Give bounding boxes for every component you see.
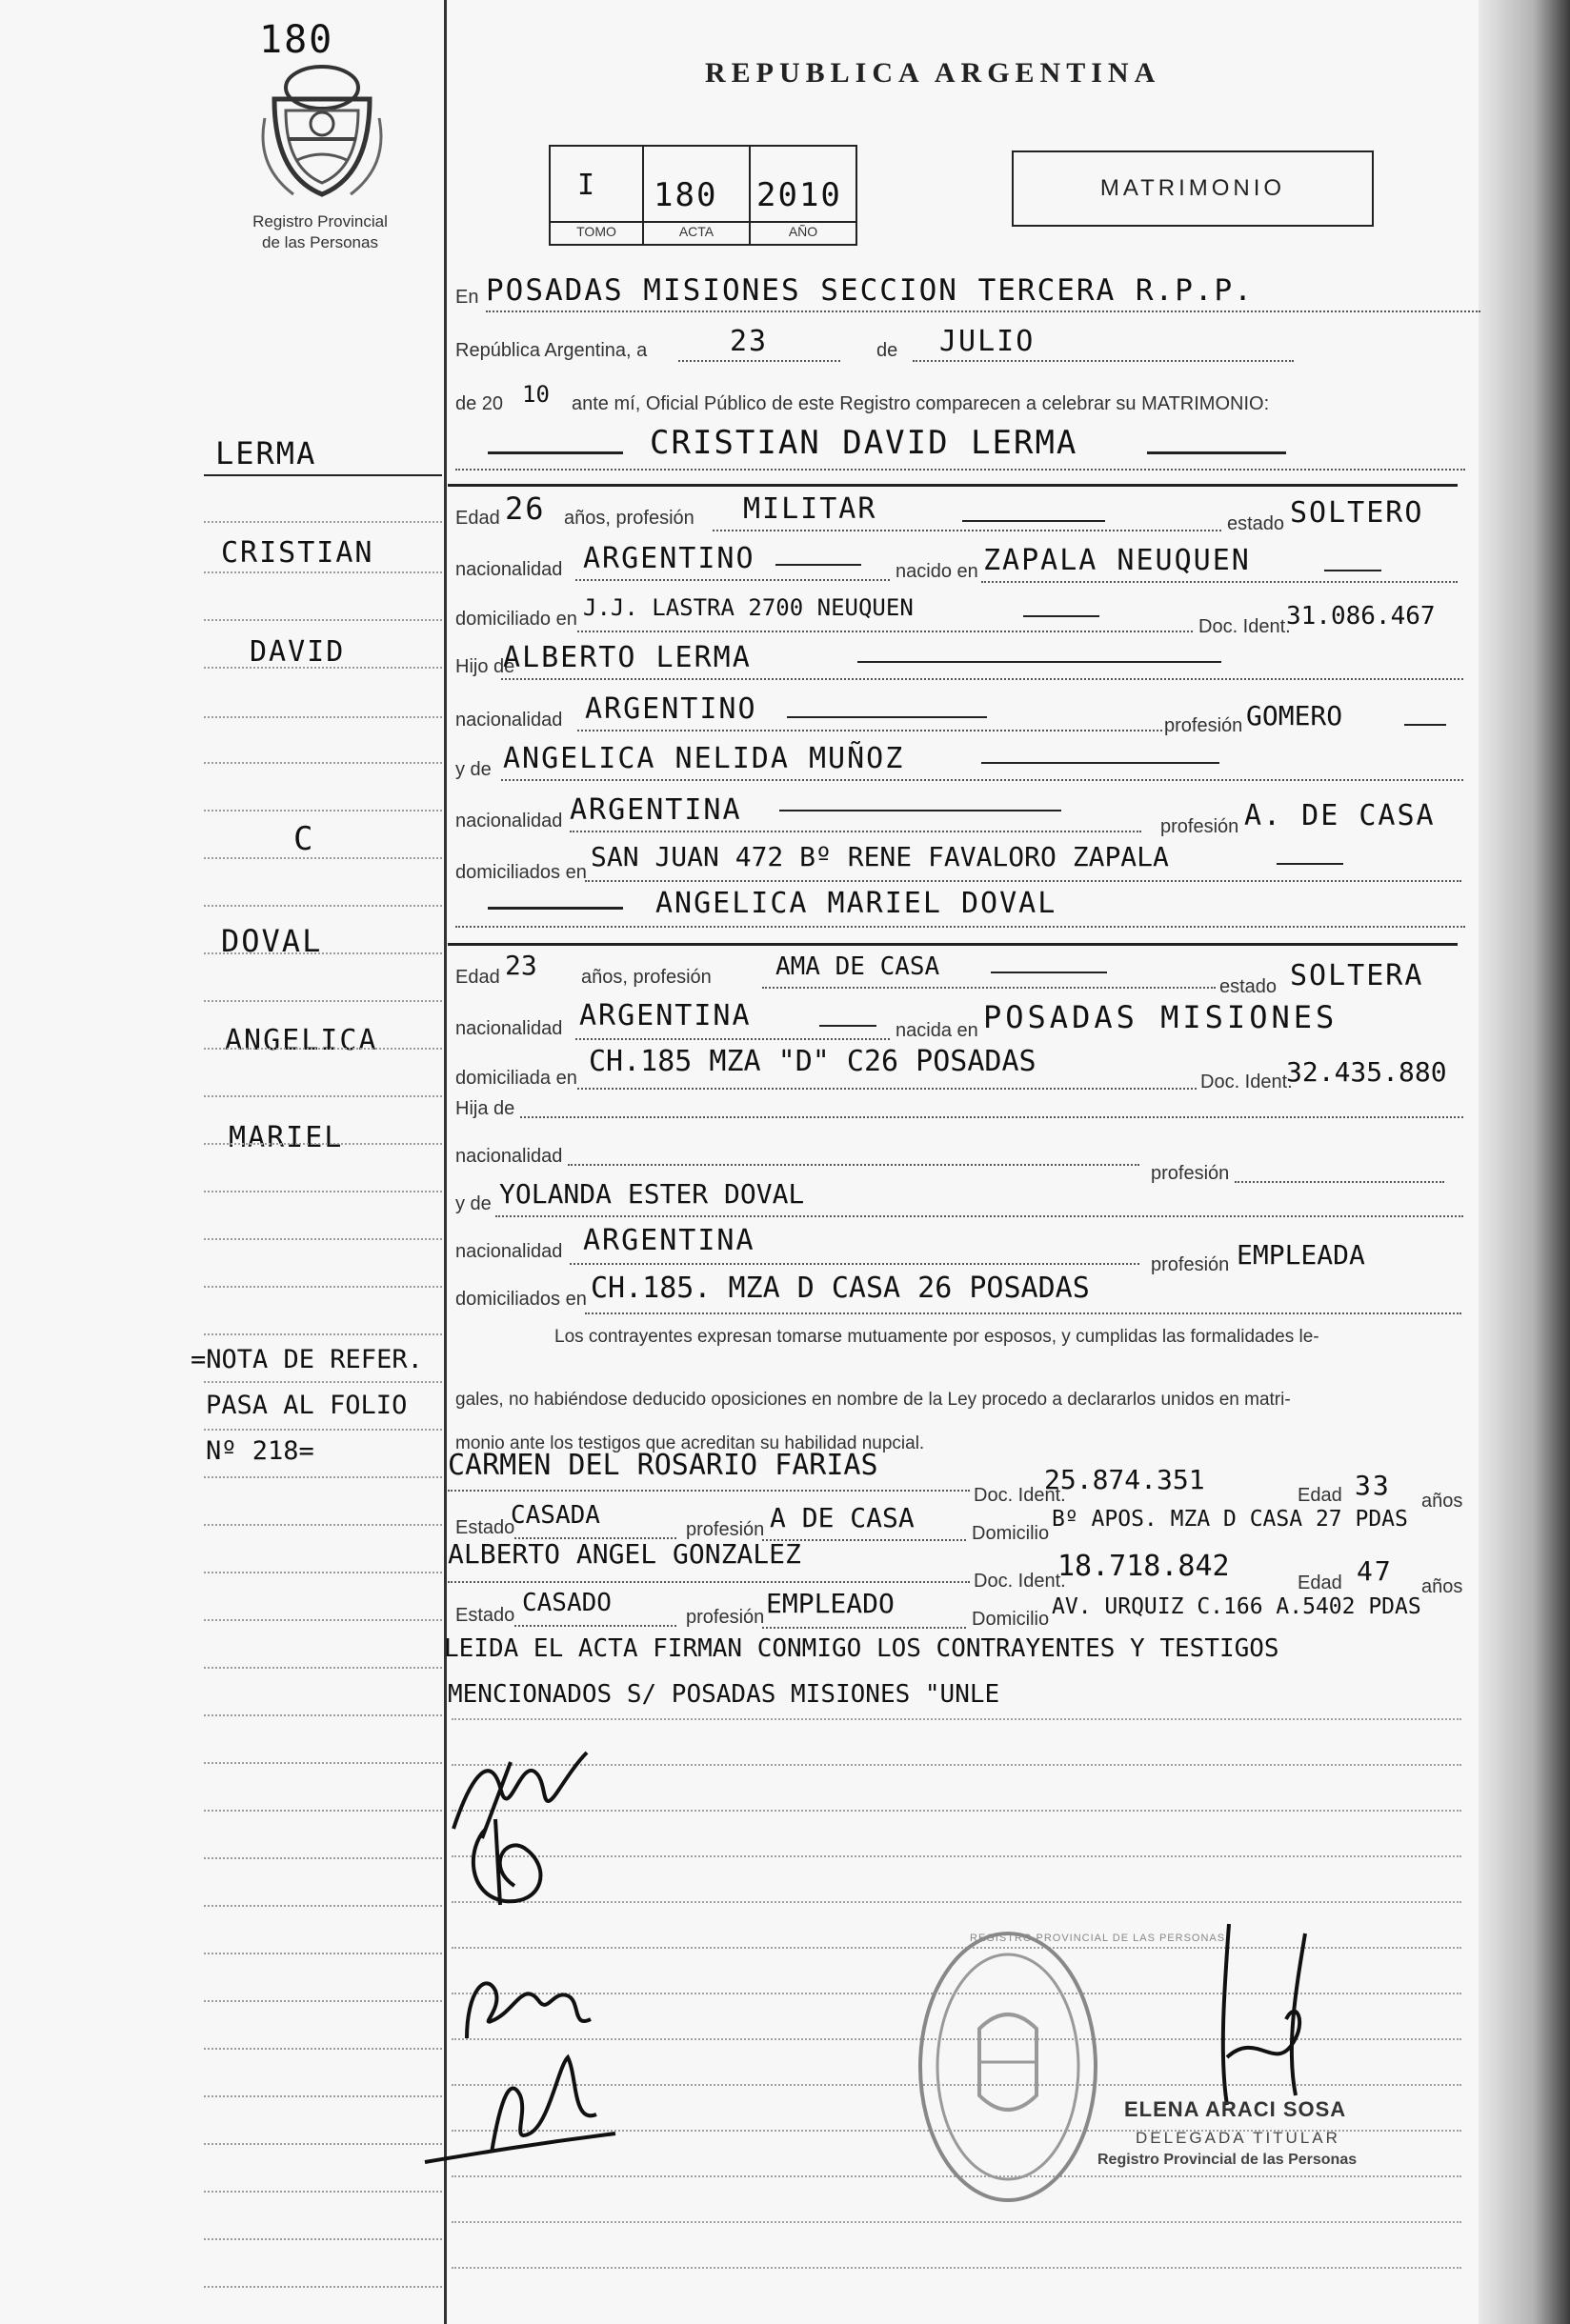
bride-age: 23: [505, 950, 537, 981]
groom-birthplace: ZAPALA NEUQUEN: [983, 544, 1251, 577]
bride-estado: SOLTERA: [1290, 959, 1424, 992]
groom-father: ALBERTO LERMA: [503, 641, 752, 674]
groom-hijo-label: Hijo de: [455, 656, 515, 677]
groom-yde-label: y de: [455, 759, 492, 780]
bride-profession: AMA DE CASA: [775, 952, 940, 981]
bride-parents-dom-label: domiciliados en: [455, 1289, 587, 1310]
seal-text: REGISTRO PROVINCIAL DE LAS PERSONAS: [970, 1933, 1226, 1944]
ano-value: 2010: [756, 176, 842, 214]
margin-note-line2: PASA AL FOLIO: [206, 1391, 408, 1420]
binding-edge: [1479, 0, 1570, 2324]
margin-conjunction: C: [293, 820, 315, 858]
signature-official-icon: [1153, 1914, 1353, 2114]
official-seal-icon: [913, 1924, 1103, 2210]
acta-label: ACTA: [678, 224, 715, 239]
witness1-doc: 25.874.351: [1044, 1464, 1205, 1495]
month-value: JULIO: [939, 325, 1036, 358]
groom-doc: 31.086.467: [1286, 602, 1436, 631]
bride-mother: YOLANDA ESTER DOVAL: [499, 1178, 805, 1210]
witness2-address: AV. URQUIZ C.166 A.5402 PDAS: [1052, 1594, 1421, 1619]
bride-doc-label: Doc. Ident.: [1200, 1072, 1293, 1092]
closing-line2: MENCIONADOS S/ POSADAS MISIONES "UNLE: [448, 1680, 1000, 1709]
legal-text-line1: Los contrayentes expresan tomarse mutuamente por esposos, y cumplidas las formalidades le-: [554, 1327, 1319, 1347]
bride-section-rule: [448, 943, 1458, 946]
groom-nationality: ARGENTINO: [583, 542, 755, 575]
republic-label: República Argentina, a: [455, 340, 648, 361]
bride-name: ANGELICA MARIEL DOVAL: [655, 887, 1057, 920]
witness2-estado: CASADO: [522, 1589, 612, 1617]
bride-father-prof-label: profesión: [1151, 1163, 1230, 1184]
margin-name-bride-1: ANGELICA: [225, 1024, 378, 1057]
signature-witness2-icon: [406, 2038, 673, 2181]
legal-text-line2: gales, no habiéndose deducido oposiciones en nombre de la Ley procedo a declararlos unidos en matri-: [455, 1390, 1291, 1410]
groom-nacionalidad-label: nacionalidad: [455, 559, 563, 580]
acta-value: 180: [654, 176, 718, 214]
groom-estado-label: estado: [1227, 513, 1285, 534]
groom-mother-profession: A. DE CASA: [1244, 799, 1436, 832]
witness2-anos-label: años: [1421, 1576, 1463, 1597]
groom-mother-prof-label: profesión: [1160, 816, 1239, 837]
bride-parents-address: CH.185. MZA D CASA 26 POSADAS: [591, 1272, 1090, 1305]
official-title: DELEGADA TITULAR: [1136, 2129, 1340, 2147]
groom-profession: MILITAR: [743, 492, 877, 526]
margin-divider: [444, 0, 447, 2324]
witness2-profesion-label: profesión: [686, 1607, 765, 1628]
bride-domiciliada-label: domiciliada en: [455, 1068, 577, 1089]
groom-mother-nac-label: nacionalidad: [455, 811, 563, 831]
witness2-domicilio-label: Domicilio: [972, 1609, 1050, 1630]
groom-parents-address: SAN JUAN 472 Bº RENE FAVALORO ZAPALA: [591, 841, 1169, 872]
groom-name: CRISTIAN DAVID LERMA: [650, 424, 1078, 462]
day-value: 23: [730, 325, 769, 358]
margin-name-bride-2: MARIEL: [229, 1121, 344, 1154]
tomo-value: I: [577, 169, 597, 202]
witness2-profession: EMPLEADO: [766, 1588, 895, 1619]
margin-solid-rule: [204, 474, 442, 476]
groom-mother: ANGELICA NELIDA MUÑOZ: [503, 742, 905, 775]
bride-nationality: ARGENTINA: [579, 999, 752, 1032]
bride-yde-label: y de: [455, 1193, 492, 1214]
margin-name-groom-1: CRISTIAN: [221, 536, 374, 570]
witness1-doc-label: Doc. Ident.: [974, 1485, 1066, 1506]
bride-father-nac-label: nacionalidad: [455, 1146, 563, 1167]
registry-name-line1: Registro Provincial: [252, 212, 388, 230]
de-label: de: [876, 340, 898, 361]
groom-nacido-label: nacido en: [896, 561, 978, 582]
groom-father-prof-label: profesión: [1164, 715, 1243, 736]
bride-address: CH.185 MZA "D" C26 POSADAS: [589, 1045, 1037, 1078]
bride-doc: 32.435.880: [1286, 1056, 1447, 1088]
tomo-label: TOMO: [576, 224, 616, 239]
bride-mother-profession: EMPLEADA: [1237, 1239, 1365, 1271]
witness1-estado-label: Estado: [455, 1517, 515, 1538]
witness1-age: 33: [1355, 1470, 1391, 1501]
witness1-name: CARMEN DEL ROSARIO FARIAS: [448, 1449, 878, 1482]
bride-birthplace: POSADAS MISIONES: [983, 999, 1339, 1035]
registry-name-line2: de las Personas: [262, 233, 378, 251]
doc-type-box: [1012, 150, 1374, 227]
margin-note-line1: =NOTA DE REFER.: [191, 1345, 423, 1374]
groom-doc-label: Doc. Ident.: [1198, 616, 1291, 637]
country-title: REPUBLICA ARGENTINA: [705, 57, 1161, 89]
bride-hija-label: Hija de: [455, 1098, 515, 1119]
witness1-address: Bº APOS. MZA D CASA 27 PDAS: [1052, 1507, 1408, 1532]
bride-edad-label: Edad: [455, 967, 500, 988]
groom-father-profession: GOMERO: [1246, 700, 1343, 731]
witness2-name: ALBERTO ANGEL GONZALEZ: [448, 1538, 801, 1570]
year-prefix-label: de 20: [455, 393, 504, 414]
official-name: ELENA ARACI SOSA: [1124, 2097, 1347, 2121]
witness2-doc: 18.718.842: [1057, 1550, 1230, 1583]
witness1-profession: A DE CASA: [770, 1502, 915, 1533]
witness1-domicilio-label: Domicilio: [972, 1523, 1050, 1544]
witness1-edad-label: Edad: [1298, 1485, 1342, 1506]
witness2-doc-label: Doc. Ident.: [974, 1571, 1066, 1592]
bride-profesion-label: años, profesión: [581, 967, 712, 988]
margin-surname-groom: LERMA: [215, 435, 317, 471]
margin-note-line3: Nº 218=: [206, 1436, 314, 1466]
groom-father-nac-label: nacionalidad: [455, 710, 563, 731]
appearance-sentence: ante mí, Oficial Público de este Registro comparecen a celebrar su MATRIMONIO:: [572, 393, 1270, 414]
bride-nacida-label: nacida en: [896, 1020, 978, 1041]
groom-parents-dom-label: domiciliados en: [455, 862, 587, 883]
bride-mother-nac-label: nacionalidad: [455, 1241, 563, 1262]
bride-nacionalidad-label: nacionalidad: [455, 1018, 563, 1039]
groom-address: J.J. LASTRA 2700 NEUQUEN: [583, 594, 914, 621]
bride-estado-label: estado: [1219, 976, 1278, 997]
bride-mother-prof-label: profesión: [1151, 1254, 1230, 1275]
witness2-age: 47: [1357, 1555, 1393, 1587]
witness1-profesion-label: profesión: [686, 1519, 765, 1540]
official-org: Registro Provincial de las Personas: [1097, 2152, 1358, 2168]
top-number: 180: [259, 18, 334, 62]
legal-text-line3: monio ante los testigos que acreditan su habilidad nupcial.: [455, 1433, 925, 1453]
doc-type: MATRIMONIO: [1099, 175, 1286, 201]
groom-section-rule: [448, 484, 1458, 487]
ano-label: AÑO: [788, 224, 818, 239]
groom-domiciliado-label: domiciliado en: [455, 609, 577, 630]
margin-name-groom-2: DAVID: [250, 635, 346, 669]
year-suffix-value: 10: [522, 381, 550, 408]
groom-mother-nationality: ARGENTINA: [570, 793, 742, 827]
margin-surname-bride: DOVAL: [221, 923, 323, 959]
groom-age: 26: [505, 491, 546, 527]
witness1-estado: CASADA: [511, 1501, 600, 1530]
groom-estado: SOLTERO: [1290, 496, 1424, 530]
closing-line1: LEIDA EL ACTA FIRMAN CONMIGO LOS CONTRAYENTES Y TESTIGOS: [444, 1634, 1279, 1663]
groom-father-nationality: ARGENTINO: [585, 692, 757, 726]
groom-edad-label: Edad: [455, 508, 500, 529]
witness1-anos-label: años: [1421, 1491, 1463, 1512]
signature-bride-icon: [457, 1810, 562, 1914]
act-number-box: [549, 145, 857, 246]
en-label: En: [455, 287, 479, 308]
coat-of-arms-icon: [255, 61, 389, 204]
bride-mother-nationality: ARGENTINA: [583, 1224, 755, 1257]
registration-place: POSADAS MISIONES SECCION TERCERA R.P.P.: [486, 273, 1254, 308]
groom-profesion-label: años, profesión: [564, 508, 694, 529]
witness2-estado-label: Estado: [455, 1605, 515, 1626]
witness2-edad-label: Edad: [1298, 1573, 1342, 1593]
